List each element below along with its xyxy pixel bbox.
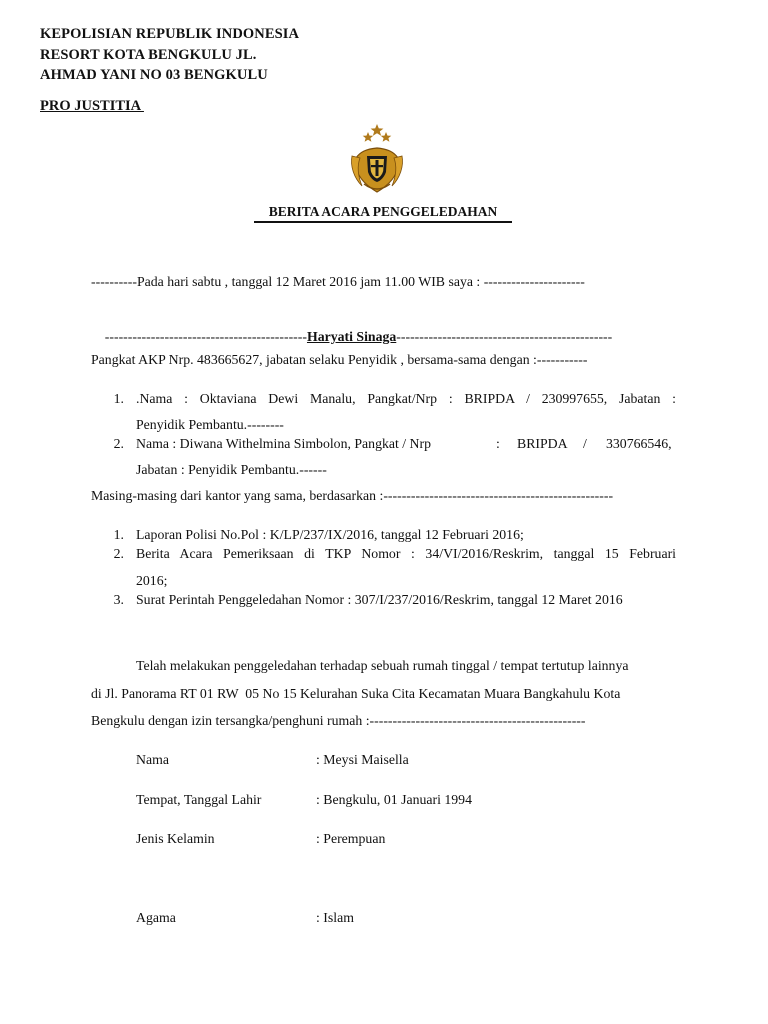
occupant-value-religion: : Islam <box>316 910 354 925</box>
companion-2-slash: / <box>583 436 587 451</box>
basis-intro: Masing-masing dari kantor yang sama, berdasarkan :-------------------------------------------------- <box>91 488 614 503</box>
investigator-dash-right: ----------------------------------------------- <box>396 329 613 344</box>
occupant-value-birth: : Bengkulu, 01 Januari 1994 <box>316 792 472 807</box>
search-paragraph-line-2: di Jl. Panorama RT 01 RW 05 No 15 Kelurahan Suka Cita Kecamatan Muara Bangkahulu Kota <box>91 686 621 701</box>
police-emblem-icon <box>348 122 406 196</box>
letterhead-line-1: KEPOLISIAN REPUBLIK INDONESIA <box>40 26 300 42</box>
occupant-value-gender: : Perempuan <box>316 831 386 846</box>
search-paragraph-line-3: Bengkulu dengan izin tersangka/penghuni rumah :----------------------------------------------- <box>91 713 586 728</box>
companion-1-line-1: .Nama : Oktaviana Dewi Manalu, Pangkat/Nrp : BRIPDA / 230997655, Jabatan : <box>136 391 676 406</box>
companion-number-1: 1. <box>113 391 124 406</box>
companion-number-2: 2. <box>113 436 124 451</box>
companion-2-colon: : <box>496 436 500 451</box>
letterhead-line-3: AHMAD YANI NO 03 BENGKULU <box>40 67 268 83</box>
letterhead <box>40 24 299 86</box>
pro-justitia-heading: PRO JUSTITIA <box>40 98 144 114</box>
letterhead-line-2: RESORT KOTA BENGKULU JL. <box>40 46 257 63</box>
basis-3-line-1: Surat Perintah Penggeledahan Nomor : 307/I/237/2016/Reskrim, tanggal 12 Maret 2016 <box>136 592 623 607</box>
basis-number-2: 2. <box>113 546 124 561</box>
rank-line: Pangkat AKP Nrp. 483665627, jabatan selaku Penyidik , bersama-sama dengan :----------- <box>91 352 588 367</box>
occupant-label-name: Nama <box>136 752 169 767</box>
companion-2-nrp: 330766546, <box>606 436 672 451</box>
occupant-label-gender: Jenis Kelamin <box>136 831 215 846</box>
document-title: BERITA ACARA PENGGELEDAHAN <box>268 204 498 219</box>
occupant-value-name: : Meysi Maisella <box>316 752 409 767</box>
occupant-label-religion: Agama <box>136 910 176 925</box>
title-underline <box>254 221 512 223</box>
companion-1-line-2: Penyidik Pembantu.-------- <box>136 417 284 432</box>
investigator-name: Haryati Sinaga <box>306 329 397 344</box>
basis-number-1: 1. <box>113 527 124 542</box>
basis-1-line-1: Laporan Polisi No.Pol : K/LP/237/IX/2016, tanggal 12 Februari 2016; <box>136 527 524 542</box>
companion-2-rank: BRIPDA <box>517 436 568 451</box>
basis-2-line-1: Berita Acara Pemeriksaan di TKP Nomor : 34/VI/2016/Reskrim, tanggal 15 Februari <box>136 546 676 561</box>
companion-2-name: Nama : Diwana Withelmina Simbolon, Pangkat / Nrp <box>136 436 432 451</box>
companion-2-line-2: Jabatan : Penyidik Pembantu.------ <box>136 462 327 477</box>
occupant-label-birth: Tempat, Tanggal Lahir <box>136 792 262 807</box>
search-paragraph-line-1: Telah melakukan penggeledahan terhadap sebuah rumah tinggal / tempat tertutup lainnya <box>136 658 629 673</box>
basis-number-3: 3. <box>113 592 124 607</box>
opening-line: ----------Pada hari sabtu , tanggal 12 Maret 2016 jam 11.00 WIB saya : ---------------------- <box>91 274 585 289</box>
basis-2-line-2: 2016; <box>136 573 168 588</box>
investigator-dash-left: -------------------------------------------- <box>104 329 307 344</box>
